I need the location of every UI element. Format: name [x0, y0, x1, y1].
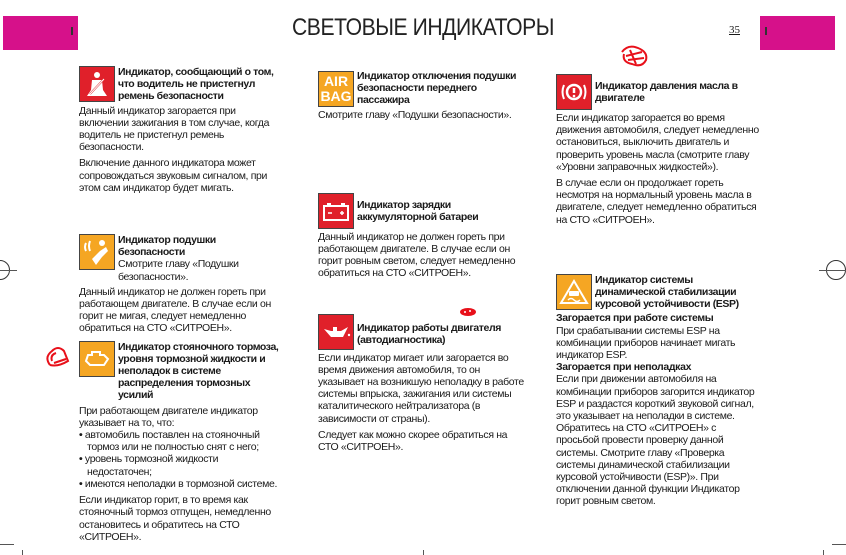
oil-pressure-icon — [556, 74, 592, 110]
battery-icon — [318, 193, 354, 229]
paragraph: Данный индикатор не должен гореть при работающем двигателе. В случае если он горит не мигая, следует немедленно обратиться на СТО «СИТРОЕН». — [79, 285, 271, 335]
paragraph: Если индикатор загорается во время движения автомобиля, следует немедленно остановиться, выключить двигатель и проверить уровень масла (смотрите главу «Уровни заправочных жидкостей»). — [556, 112, 759, 173]
section-title: Индикатор подушки безопасности — [118, 234, 216, 259]
paragraph: Если индикатор горит, в то время как стояночный тормоз отпущен, немедленно остановитесь и обратитесь на СТО «СИТРОЕН». — [79, 494, 271, 543]
column-middle — [318, 70, 526, 457]
crop-mark — [423, 550, 424, 555]
registration-mark-right — [826, 260, 846, 280]
brake-engine-icon — [79, 341, 115, 377]
bullet-item: • автомобиль поставлен на стояночный тормоз или не полностью снят с него; — [79, 429, 284, 453]
paragraph: Смотрите главу «Подушки безопасности». — [318, 108, 512, 121]
section-seatbelt — [79, 66, 284, 198]
page-number: 35 — [729, 24, 740, 36]
icon-text: AIR — [323, 72, 349, 89]
section-battery — [318, 193, 526, 284]
esp-icon — [556, 274, 592, 310]
crop-mark — [823, 550, 824, 555]
airbag-off-icon — [318, 71, 354, 107]
paragraph: Данный индикатор загорается при включении зажигания в том случае, когда водитель не пристегнул ремень безопасности. — [79, 104, 270, 154]
section-title: Индикатор работы двигателя (автодиагностика) — [357, 321, 501, 346]
seatbelt-icon — [79, 66, 115, 102]
section-intro: Смотрите главу «Подушки безопасности». — [118, 258, 239, 283]
bullet-list — [79, 429, 284, 490]
paragraph: Данный индикатор не должен гореть при работающем двигателе. В случае если он горит ровным светом, следует немедленно обратиться на СТО «СИТРОЕН». — [318, 230, 516, 280]
crop-mark — [22, 550, 23, 555]
paragraph: Следует как можно скорее обратиться на СТО «СИТРОЕН». — [318, 428, 508, 454]
oil-can-icon — [318, 314, 354, 350]
paragraph: При срабатывании системы ESP на комбинации приборов начинает мигать индикатор ESP. — [556, 324, 736, 362]
section-title: Индикатор, сообщающий о том, что водитель не пристегнул ремень безопасности — [118, 66, 274, 103]
registration-mark-left — [0, 260, 10, 280]
page-title: СВЕТОВЫЕ ИНДИКАТОРЫ — [291, 14, 554, 41]
paragraph: При работающем двигателе индикатор указывает на то, что: — [79, 404, 258, 429]
paragraph: Включение данного индикатора может сопровождаться звуковым сигналом, при этом сам индикатор будет мигать. — [79, 157, 268, 194]
crop-mark — [0, 544, 14, 545]
section-brake — [79, 341, 284, 547]
subheading: Загорается при работе системы — [556, 312, 714, 325]
section-title: Индикатор давления масла в двигателе — [595, 80, 738, 105]
section-oil-pressure — [556, 74, 761, 230]
section-title: Индикатор зарядки аккумуляторной батареи — [357, 198, 479, 224]
section-esp — [556, 274, 761, 508]
section-title: Индикатор стояночного тормоза, уровня тормозной жидкости и неполадок в системе распределения тормозных усилий — [118, 340, 279, 402]
red-scribble-mark — [44, 345, 70, 369]
bullet-item: • уровень тормозной жидкости недостаточен; — [79, 453, 284, 477]
section-airbag-off — [318, 70, 526, 125]
paragraph: В случае если он продолжает гореть несмотря на нормальный уровень масла в двигателе, следует немедленно обратиться на СТО «СИТРОЕН». — [556, 177, 757, 226]
subheading: Загорается при неполадках — [556, 361, 692, 374]
column-left — [79, 66, 284, 547]
section-airbag — [79, 234, 284, 339]
paragraph: Если при движении автомобиля на комбинации приборов загорится индикатор ESP и раздастся короткий звуковой сигнал, это указывает на неполадки в системе. Обратитесь на СТО «СИТРОЕН» с просьбой провести проверку данной системы. Смотрите главу «Проверка системы динамической стабилизации курсовой устойчивости (ESP)». При отключении данной функции Индикатор горит ровным светом. — [556, 373, 755, 508]
icon-text: BAG — [320, 87, 352, 104]
bullet-item: • имеются неполадки в тормозной системе. — [79, 478, 284, 490]
column-right — [556, 74, 761, 508]
crop-mark — [832, 544, 846, 545]
airbag-icon — [79, 234, 115, 270]
section-title: Индикатор отключения подушки безопасности переднего пассажира — [357, 70, 517, 107]
section-title: Индикатор системы динамической стабилизации курсовой устойчивости (ESP) — [595, 273, 739, 311]
paragraph: Если индикатор мигает или загорается во время движения автомобиля, то он указывает на возникшую неполадку в работе системы впрыска, зажигания или системы каталитического нейтрализатора (в зависимости от страны). — [318, 351, 524, 425]
red-scribble-mark — [618, 44, 650, 70]
section-engine-diagnostics — [318, 314, 526, 458]
